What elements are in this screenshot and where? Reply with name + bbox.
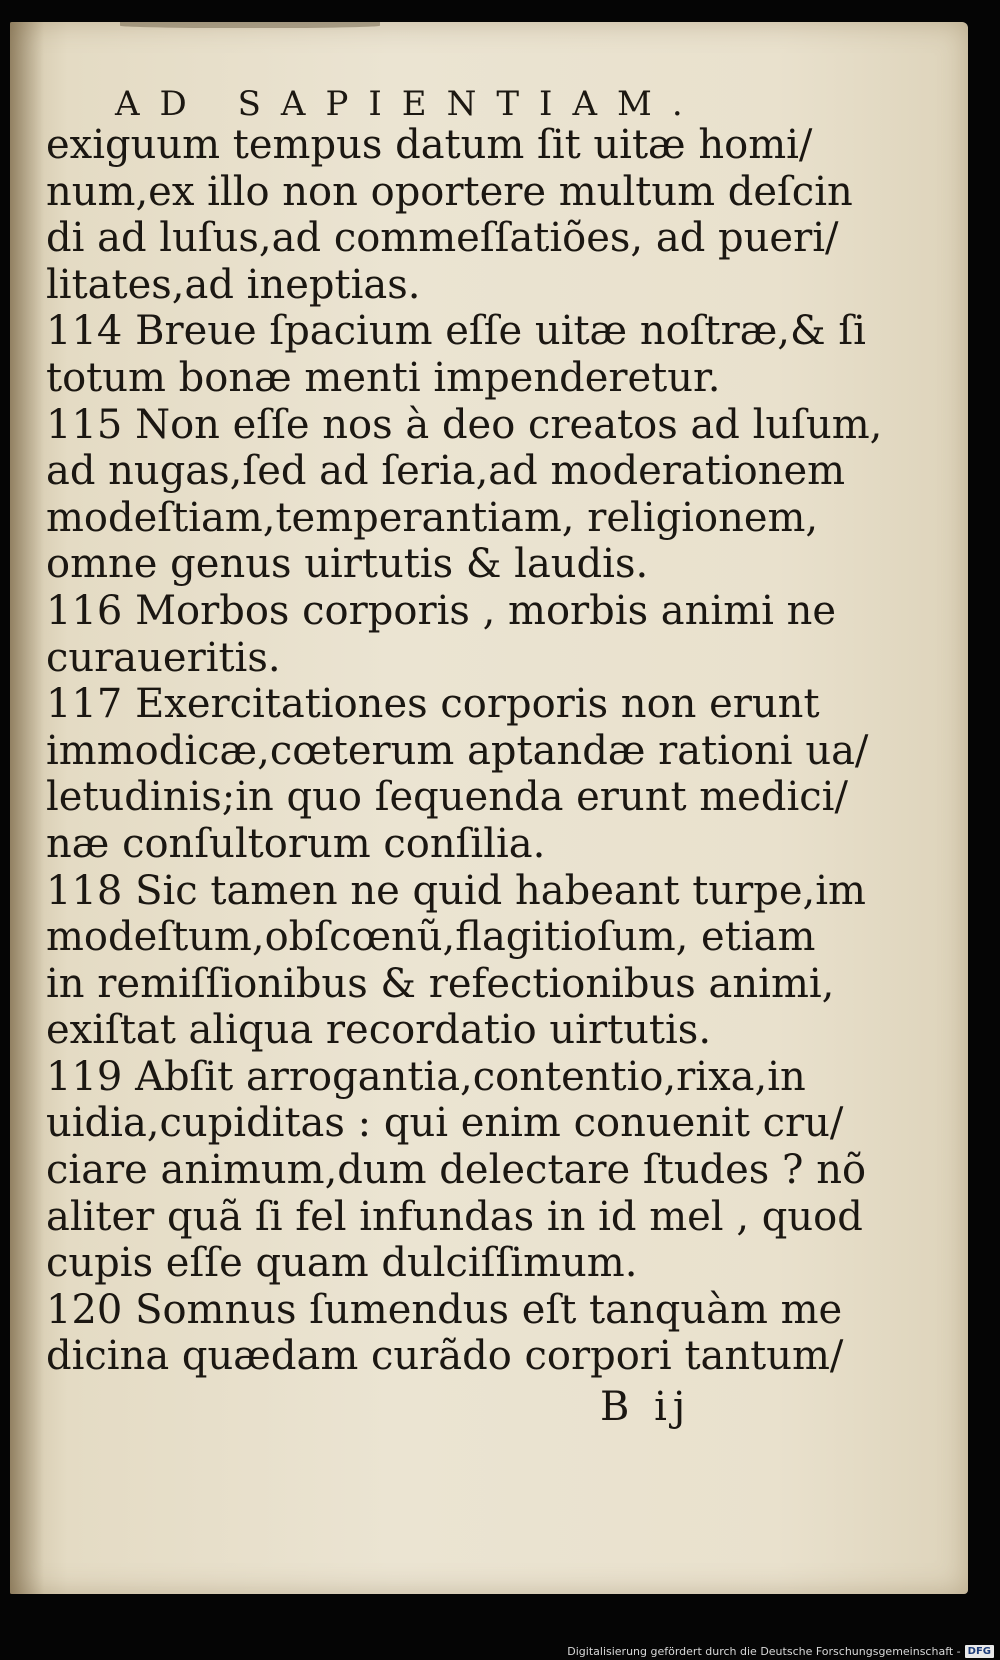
text-line: cupis eſſe quam dulciſſimum. <box>46 1240 638 1287</box>
text-line: 119 Abſit arrogantia,contentio,rixa,in <box>46 1053 806 1100</box>
text-line: num,ex illo non oportere multum deſcin <box>46 168 853 215</box>
text-line: 118 Sic tamen ne quid habeant turpe,im <box>46 867 866 914</box>
text-line: næ conſultorum conſilia. <box>46 820 546 867</box>
text-line: 117 Exercitationes corporis non erunt <box>46 681 820 728</box>
gutter-shadow <box>10 22 44 1594</box>
text-line: modeſtum,obſcœnũ,flagitioſum, etiam <box>46 914 816 961</box>
page-edge-wear <box>120 22 380 28</box>
text-line: exiguum tempus datum ſit uitæ homi/ <box>46 122 813 168</box>
running-head: AD SAPIENTIAM. <box>115 84 703 124</box>
text-line: exiſtat aliqua recordatio uirtutis. <box>46 1007 712 1054</box>
text-line: immodicæ,cœterum aptandæ rationi ua/ <box>46 727 869 774</box>
credit-text: Digitalisierung gefördert durch die Deutsche Forschungsgemeinschaft - <box>567 1645 961 1658</box>
text-line: curaueritis. <box>46 634 281 681</box>
text-line: modeſtiam,temperantiam, religionem, <box>46 494 819 541</box>
text-line: 114 Breue ſpacium eſſe uitæ noſtræ,& ſi <box>46 308 866 355</box>
book-page <box>10 22 968 1594</box>
text-line: ciare animum,dum delectare ſtudes ? nõ <box>46 1147 867 1194</box>
text-line: uidia,cupiditas : qui enim conuenit cru/ <box>46 1100 844 1147</box>
text-line: ad nugas,ſed ad ſeria,ad moderationem <box>46 448 846 495</box>
text-line: aliter quã ſi fel infundas in id mel , quod <box>46 1193 863 1240</box>
text-line: litates,ad ineptias. <box>46 261 421 308</box>
text-line: omne genus uirtutis & laudis. <box>46 541 649 588</box>
text-line: 115 Non eſſe nos à deo creatos ad luſum, <box>46 401 883 448</box>
text-line: dicina quædam curãdo corpori tantum/ <box>46 1333 844 1380</box>
digitization-credit <box>567 1645 994 1658</box>
text-line: letudinis;in quo ſequenda erunt medici/ <box>46 774 848 821</box>
text-line: di ad luſus,ad commeſſatiões, ad pueri/ <box>46 215 839 262</box>
text-line: totum bonæ menti impenderetur. <box>46 354 721 401</box>
text-line: in remiſſionibus & refectionibus animi, <box>46 960 835 1007</box>
body-text <box>46 122 883 1380</box>
text-line: 116 Morbos corporis , morbis animi ne <box>46 587 837 634</box>
signature-mark: B ij <box>600 1384 692 1430</box>
text-line: 120 Somnus ſumendus eſt tanquàm me <box>46 1286 843 1333</box>
dfg-logo-icon: DFG <box>965 1645 994 1658</box>
